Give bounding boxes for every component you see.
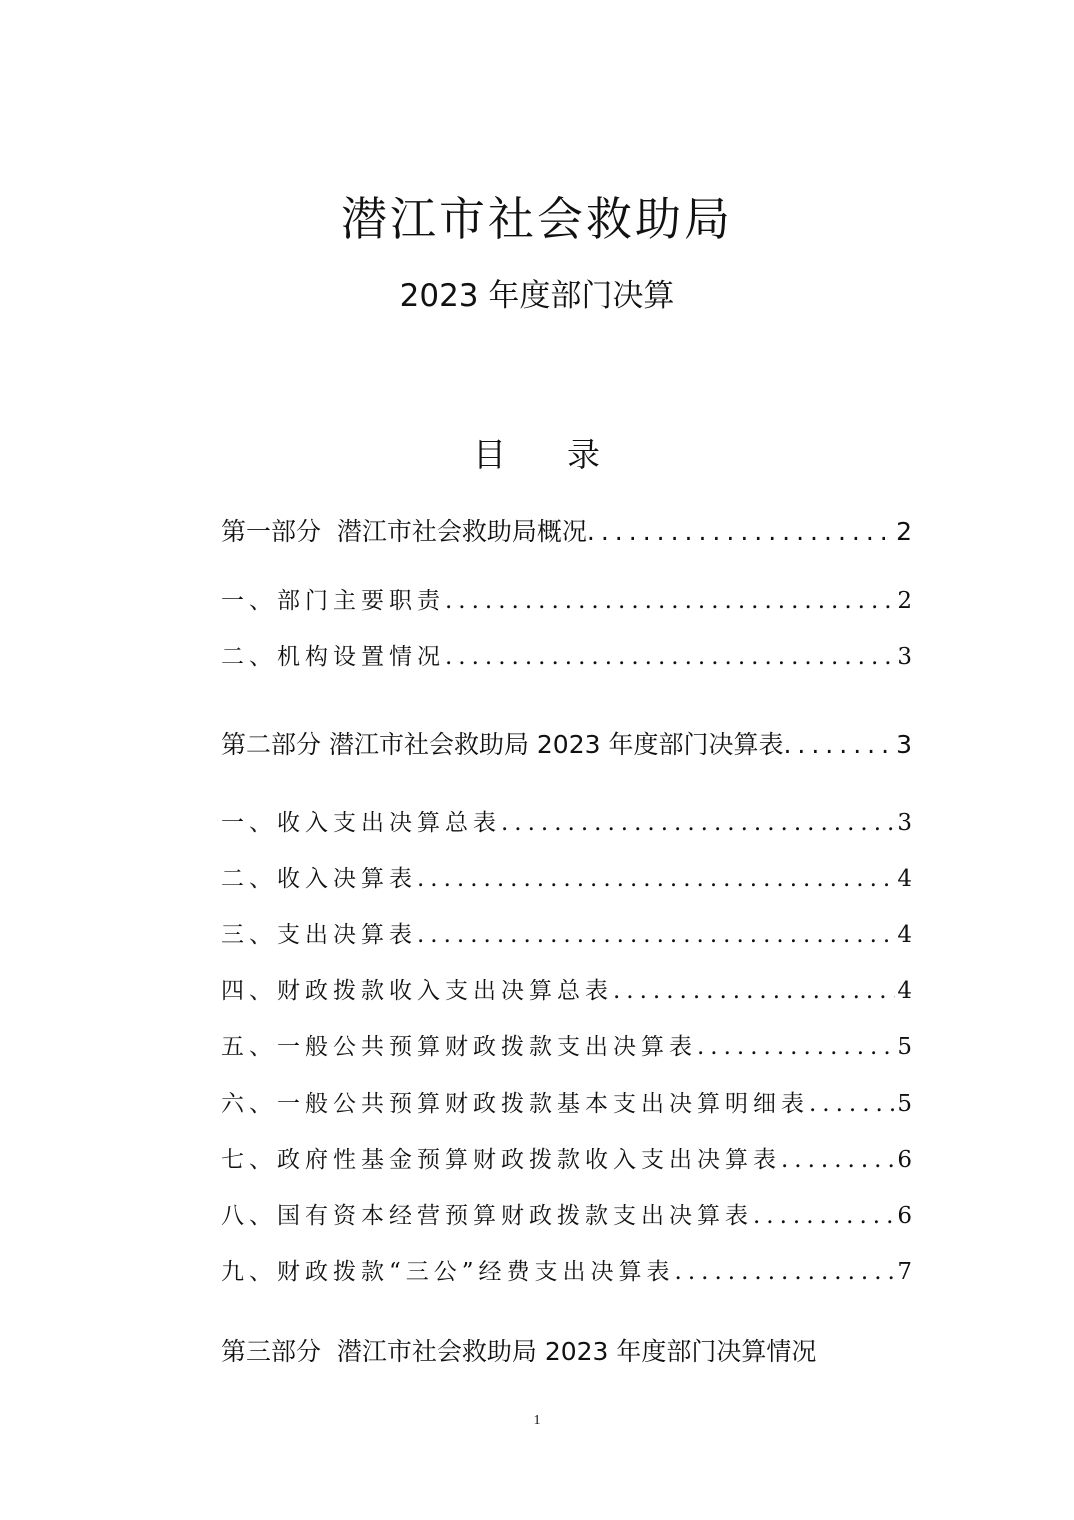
toc-entry-page: 4 [897, 978, 912, 1004]
toc-entry-page: 6 [897, 1147, 912, 1173]
toc-entry-page: 5 [897, 1034, 912, 1060]
toc-entry-page: 5 [897, 1091, 912, 1117]
toc-entry[interactable] [221, 1149, 912, 1172]
toc-entry[interactable] [221, 1036, 912, 1059]
toc-leader-dots [809, 1093, 895, 1116]
toc-heading [0, 435, 1074, 474]
toc-entry[interactable] [221, 1093, 912, 1116]
toc-entry-label: 五、一般公共预算财政拨款支出决算表 [221, 1034, 697, 1060]
toc-entry-page: 3 [897, 644, 912, 670]
toc-entry-label: 六、一般公共预算财政拨款基本支出决算明细表 [221, 1091, 809, 1117]
toc-entry-label: 三、支出决算表 [221, 922, 417, 948]
toc-entry-page: 7 [897, 1259, 912, 1285]
document-subtitle: 2023 年度部门决算 [399, 278, 675, 314]
toc-leader-dots [753, 1205, 895, 1228]
toc-leader-dots [417, 924, 895, 947]
toc-entry-label: 八、国有资本经营预算财政拨款支出决算表 [221, 1203, 753, 1229]
toc-leader-dots [783, 732, 894, 757]
toc-entry-label: 第二部分 潜江市社会救助局 2023 年度部门决算表 [221, 730, 784, 759]
toc-leader-dots [697, 1036, 895, 1059]
toc-entry-label: 二、机构设置情况 [221, 644, 445, 670]
toc-leader-dots [417, 868, 895, 891]
page-number: 1 [533, 1413, 541, 1428]
toc-entry-page: 3 [896, 730, 912, 759]
toc-entry-page: 4 [897, 866, 912, 892]
toc-entry-part-1[interactable] [221, 519, 912, 544]
toc-entry-label: 一、收入支出决算总表 [221, 810, 501, 836]
toc-entry[interactable] [221, 590, 912, 613]
toc-entry-part-2[interactable] [221, 732, 912, 757]
toc-heading-right: 录 [567, 435, 601, 474]
toc-entry-label: 七、政府性基金预算财政拨款收入支出决算表 [221, 1147, 781, 1173]
toc-entry[interactable] [221, 1261, 912, 1284]
toc-entry-page: 2 [897, 588, 912, 614]
toc-entry-label: 四、财政拨款收入支出决算总表 [221, 978, 613, 1004]
toc-entry-label: 第一部分 潜江市社会救助局概况 [221, 517, 587, 546]
toc-heading-left: 目 [473, 435, 507, 474]
toc-entry-label: 九、财政拨款“三公”经费支出决算表 [221, 1259, 675, 1285]
toc-entry[interactable] [221, 980, 912, 1003]
toc-leader-dots [501, 812, 895, 835]
toc-leader-dots [445, 646, 895, 669]
toc-entry[interactable] [221, 868, 912, 891]
toc-entry[interactable] [221, 812, 912, 835]
toc-entry[interactable] [221, 924, 912, 947]
toc-entry-label: 第三部分 潜江市社会救助局 2023 年度部门决算情况 [221, 1337, 817, 1366]
toc-entry[interactable] [221, 1205, 912, 1228]
toc-entry-label: 一、部门主要职责 [221, 588, 445, 614]
toc-leader-dots [445, 590, 895, 613]
toc-entry-part-3[interactable] [221, 1339, 912, 1364]
toc-entry[interactable] [221, 646, 912, 669]
toc-entry-label: 二、收入决算表 [221, 866, 417, 892]
toc-leader-dots [675, 1261, 896, 1284]
toc-leader-dots [613, 980, 895, 1003]
toc-entry-page: 3 [897, 810, 912, 836]
document-title: 潜江市社会救助局 [341, 192, 733, 246]
toc-leader-dots [587, 519, 894, 544]
toc-entry-page: 4 [897, 922, 912, 948]
toc-entry-page: 6 [897, 1203, 912, 1229]
toc-entry-page: 2 [896, 517, 912, 546]
toc-leader-dots [781, 1149, 895, 1172]
